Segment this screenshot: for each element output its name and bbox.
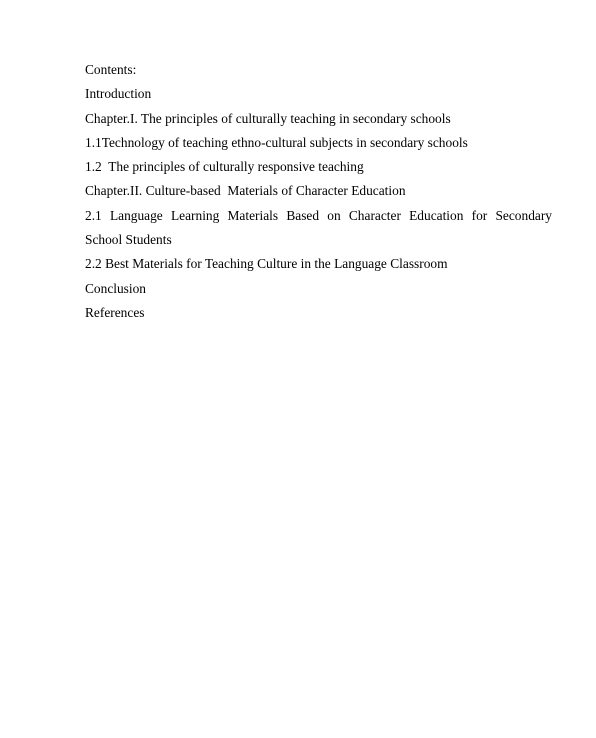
toc-entry-section-1-1: 1.1Technology of teaching ethno-cultural subjects in secondary schools [85,134,468,150]
contents-heading: Contents: [85,62,137,77]
toc-entry-chapter-1: Chapter.I. The principles of culturally teaching in secondary schools [85,110,451,126]
toc-entry-references: References [85,304,145,320]
toc-entry-section-2-1-line-2: School Students [85,232,172,248]
toc-entry-introduction: Introduction [85,86,152,102]
toc-entry-section-2-1 [85,204,552,253]
toc-entry-section-1-2: 1.2 The principles of culturally responsive teaching [85,159,364,175]
table-of-contents [85,58,552,325]
toc-entry-conclusion: Conclusion [85,280,147,296]
toc-entry-chapter-2: Chapter.II. Culture-based Materials of Character Education [85,183,406,199]
toc-entry-section-2-1-line-1: 2.1 Language Learning Materials Based on Character Education for Secondary [85,207,552,223]
toc-entry-section-2-2: 2.2 Best Materials for Teaching Culture in the Language Classroom [85,256,448,272]
